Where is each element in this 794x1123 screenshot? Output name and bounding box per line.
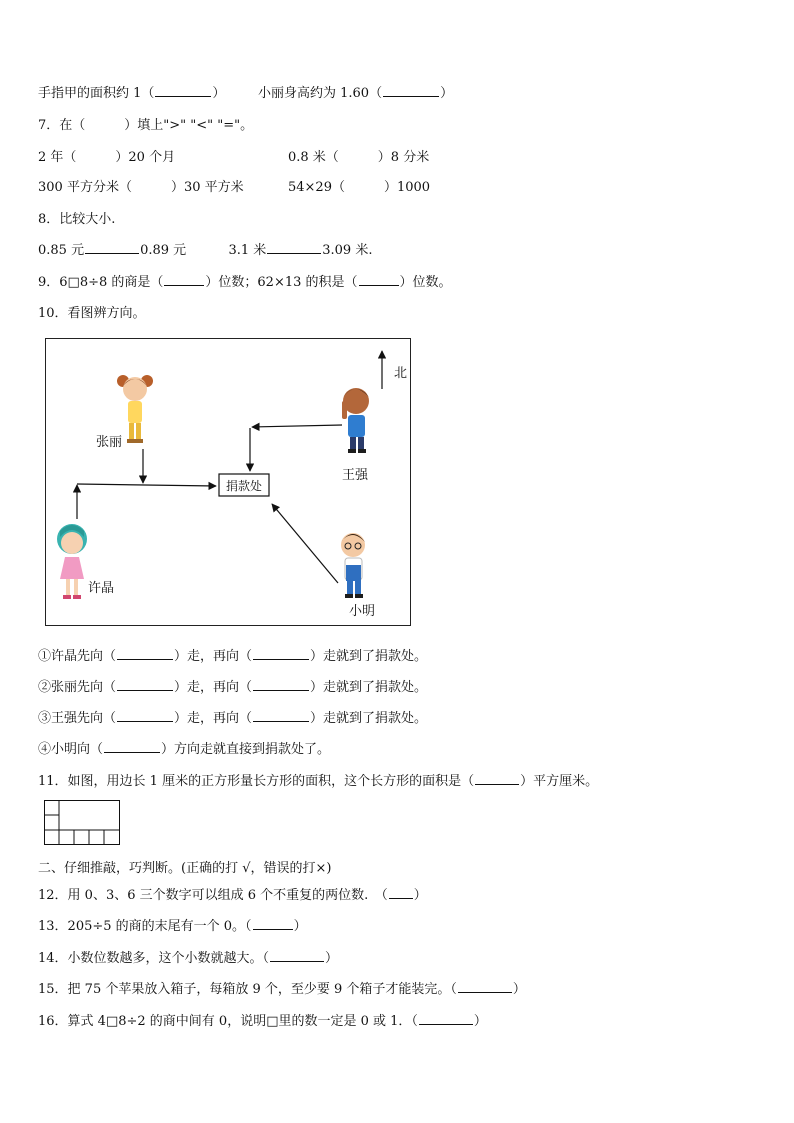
q10-title: 10．看图辨方向。 xyxy=(38,306,146,321)
q7-row1-right: 0.8 米（ ）8 分米 xyxy=(288,150,430,165)
q7-row2-left: 300 平方分米（ ）30 平方米 xyxy=(38,180,244,195)
answer-blank[interactable] xyxy=(253,918,293,930)
answer-blank[interactable] xyxy=(117,648,173,660)
answer-blank[interactable] xyxy=(117,679,173,691)
q10-item-4: ④小明向（ ）方向走就直接到捐款处了。 xyxy=(38,742,331,757)
q7-row2-right: 54×29（ ）1000 xyxy=(288,180,431,195)
answer-blank[interactable] xyxy=(383,85,439,97)
donation-point-label: 捐款处 xyxy=(225,479,263,493)
direction-map-drawing xyxy=(46,339,412,627)
xiaoming-figure xyxy=(341,533,365,598)
q10-item-1: ①许晶先向（ ）走，再向（ ）走就到了捐款处。 xyxy=(38,649,428,664)
answer-blank[interactable] xyxy=(253,710,309,722)
q10-item-3: ③王强先向（ ）走，再向（ ）走就到了捐款处。 xyxy=(38,711,428,726)
q14: 14．小数位数越多，这个小数就越大。（ ） xyxy=(38,951,339,966)
answer-blank[interactable] xyxy=(419,1013,473,1025)
q13: 13．205÷5 的商的末尾有一个 0。（ ） xyxy=(38,919,307,934)
area-grid-figure xyxy=(44,800,120,846)
answer-blank[interactable] xyxy=(104,741,160,753)
q6-tail-right: 小丽身高约为 1.60（ ） xyxy=(258,86,454,101)
direction-map xyxy=(45,338,411,626)
xujing-figure xyxy=(57,524,87,599)
zhangli-label: 张丽 xyxy=(96,435,123,450)
answer-blank[interactable] xyxy=(359,274,399,286)
xiaoming-path-arrow xyxy=(272,504,338,583)
q10-item-2: ②张丽先向（ ）走，再向（ ）走就到了捐款处。 xyxy=(38,680,428,695)
answer-blank[interactable] xyxy=(267,242,321,254)
answer-blank[interactable] xyxy=(270,950,324,962)
q9: 9．6□8÷8 的商是（ ）位数；62×13 的积是（ ）位数。 xyxy=(38,275,452,290)
answer-blank[interactable] xyxy=(85,242,139,254)
answer-blank[interactable] xyxy=(253,648,309,660)
answer-blank[interactable] xyxy=(475,773,519,785)
q6-tail-left: 手指甲的面积约 1（ ） xyxy=(38,86,226,101)
answer-blank[interactable] xyxy=(389,887,413,899)
answer-blank[interactable] xyxy=(155,85,211,97)
xujing-path-right-arrow xyxy=(77,484,216,486)
q11: 11．如图，用边长 1 厘米的正方形量长方形的面积，这个长方形的面积是（ ）平方厘米。 xyxy=(38,774,599,789)
zhangli-figure xyxy=(117,375,153,443)
section-2-title: 二、仔细推敲，巧判断。(正确的打 √，错误的打×) xyxy=(38,861,332,876)
answer-blank[interactable] xyxy=(458,981,512,993)
q8-title: 8．比较大小. xyxy=(38,212,116,227)
q16: 16．算式 4□8÷2 的商中间有 0，说明□里的数一定是 0 或 1．（ ） xyxy=(38,1014,487,1029)
q8-compare: 0.85 元 0.89 元 3.1 米 3.09 米. xyxy=(38,243,373,258)
wangqiang-label: 王强 xyxy=(342,468,369,483)
q7-title: 7．在（ ）填上">" "<" "="。 xyxy=(38,118,254,133)
q7-row1-left: 2 年（ ）20 个月 xyxy=(38,150,176,165)
q15: 15．把 75 个苹果放入箱子，每箱放 9 个，至少要 9 个箱子才能装完。（ ） xyxy=(38,982,526,997)
north-label: 北 xyxy=(394,366,408,381)
answer-blank[interactable] xyxy=(253,679,309,691)
q12: 12．用 0、3、6 三个数字可以组成 6 个不重复的两位数. （ ） xyxy=(38,888,427,903)
answer-blank[interactable] xyxy=(117,710,173,722)
wangqiang-path-left-arrow xyxy=(252,425,342,427)
xujing-label: 许晶 xyxy=(88,581,115,596)
answer-blank[interactable] xyxy=(164,274,204,286)
xiaoming-label: 小明 xyxy=(349,604,376,619)
wangqiang-figure xyxy=(342,388,369,453)
